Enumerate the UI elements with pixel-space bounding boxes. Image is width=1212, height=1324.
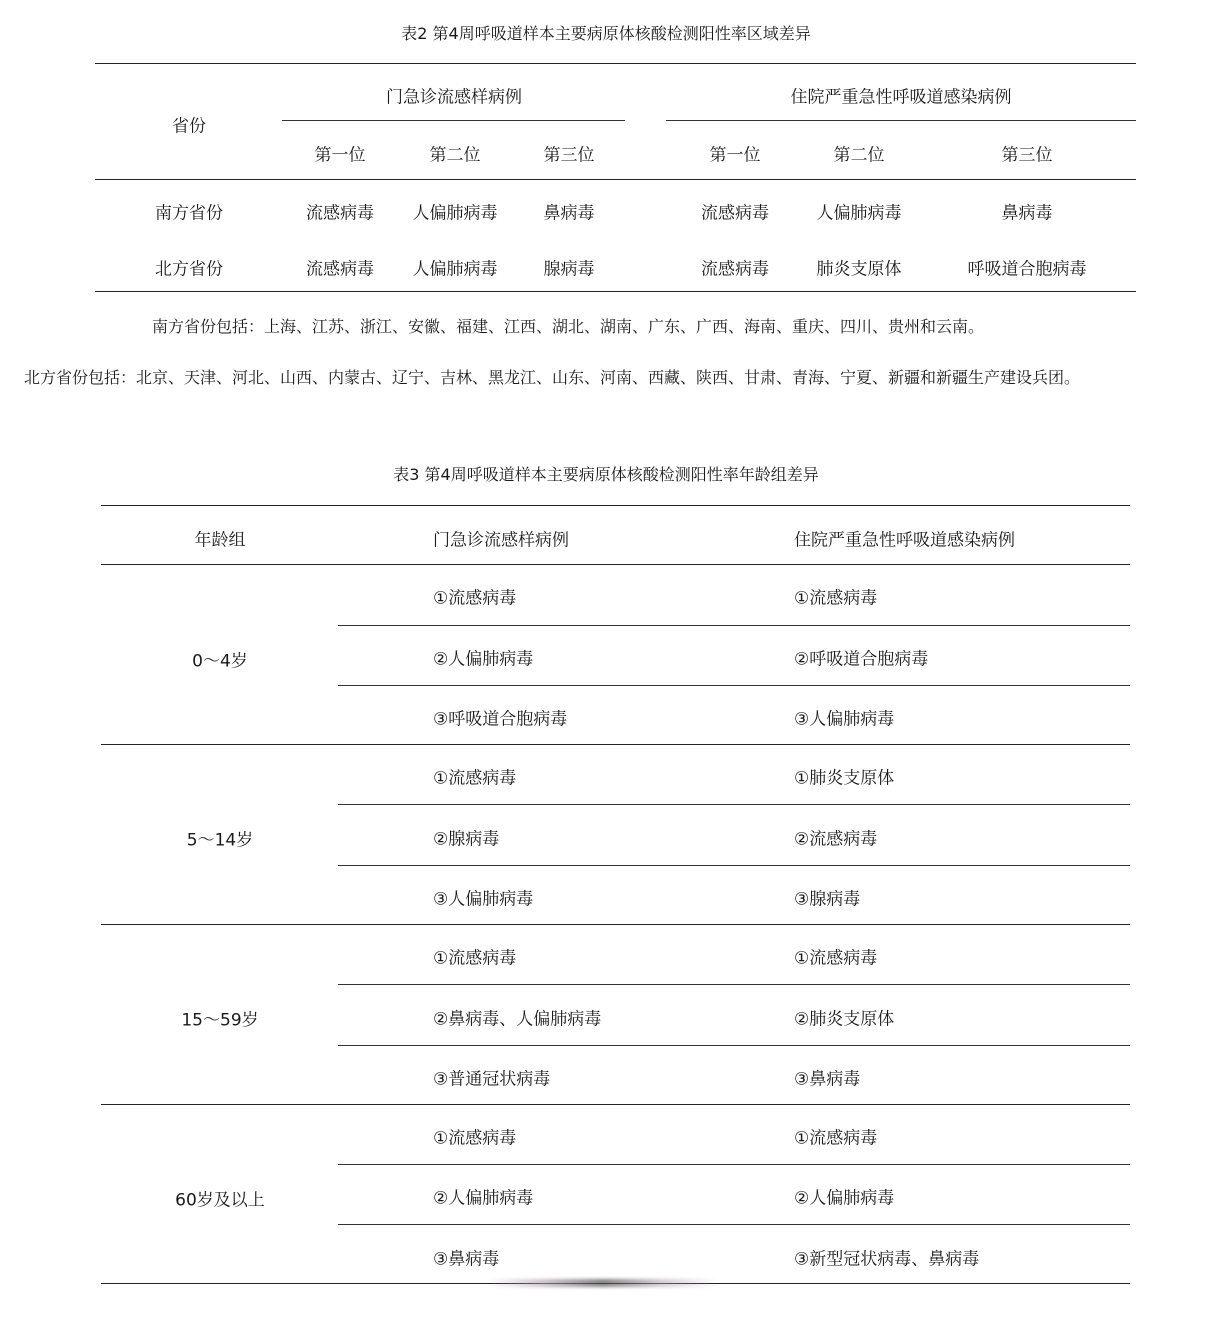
table3-inpatient-cell: ①流感病毒 [794, 948, 878, 969]
table3-outpatient-cell: ③人偏肺病毒 [433, 889, 534, 910]
table2-caption: 表2 第4周呼吸道样本主要病原体核酸检测阳性率区域差异 [401, 24, 811, 43]
table3-inpatient-cell: ②呼吸道合胞病毒 [794, 649, 929, 670]
table3-outpatient-cell: ②人偏肺病毒 [433, 1188, 534, 1209]
table2-cell: 肺炎支原体 [816, 259, 902, 280]
table3-header-inpatient: 住院严重急性呼吸道感染病例 [794, 530, 1015, 551]
table3-row-rule [338, 685, 1130, 686]
table2-cell: 流感病毒 [701, 203, 769, 224]
table2-cell: 人偏肺病毒 [816, 203, 902, 224]
table3-inpatient-cell: ②肺炎支原体 [794, 1009, 895, 1030]
table2-rank-header: 第三位 [1001, 145, 1053, 166]
table3-age-label: 15～59岁 [181, 1010, 259, 1031]
table2-cell: 人偏肺病毒 [412, 203, 498, 224]
table3-age-label: 5～14岁 [186, 830, 254, 851]
table2-inpatient-rule [666, 120, 1136, 121]
table2-top-rule [95, 63, 1136, 64]
table3-outpatient-cell: ③普通冠状病毒 [433, 1069, 551, 1090]
table2-rank-header: 第二位 [833, 145, 885, 166]
table3-header-age: 年龄组 [194, 530, 246, 551]
table3-inpatient-cell: ③新型冠状病毒、鼻病毒 [794, 1249, 980, 1270]
table2-bottom-rule [95, 291, 1136, 292]
table2-region-label: 北方省份 [155, 259, 223, 280]
table3-outpatient-cell: ①流感病毒 [433, 948, 517, 969]
table2-cell: 人偏肺病毒 [412, 259, 498, 280]
table2-cell: 腺病毒 [543, 259, 595, 280]
table3-outpatient-cell: ③鼻病毒 [433, 1249, 500, 1270]
table3-row-rule [338, 1224, 1130, 1225]
table3-group-rule [101, 1104, 1130, 1105]
table3-caption: 表3 第4周呼吸道样本主要病原体核酸检测阳性率年龄组差异 [393, 465, 819, 484]
table2-cell: 呼吸道合胞病毒 [967, 259, 1087, 280]
table3-age-label: 0～4岁 [192, 651, 248, 672]
table2-rank-header: 第一位 [314, 145, 366, 166]
table3-inpatient-cell: ②流感病毒 [794, 829, 878, 850]
table2-region-label: 南方省份 [155, 203, 223, 224]
table3-inpatient-cell: ①流感病毒 [794, 1128, 878, 1149]
table2-outpatient-rule [282, 120, 625, 121]
scan-smudge [488, 1279, 718, 1287]
table2-header-rule [95, 179, 1136, 180]
table3-outpatient-cell: ①流感病毒 [433, 768, 517, 789]
table2-note-south: 南方省份包括：上海、江苏、浙江、安徽、福建、江西、湖北、湖南、广东、广西、海南、重庆、四川、贵州和云南。 [152, 317, 985, 336]
table3-row-rule [338, 984, 1130, 985]
table2-rank-header: 第一位 [709, 145, 761, 166]
table3-top-rule [101, 505, 1130, 506]
table2-header-province: 省份 [172, 116, 206, 137]
table2-rank-header: 第二位 [429, 145, 481, 166]
table2-rank-header: 第三位 [543, 145, 595, 166]
table3-outpatient-cell: ①流感病毒 [433, 588, 517, 609]
table3-group-rule [101, 744, 1130, 745]
table3-row-rule [338, 625, 1130, 626]
table3-inpatient-cell: ③腺病毒 [794, 889, 861, 910]
table3-outpatient-cell: ①流感病毒 [433, 1128, 517, 1149]
table3-outpatient-cell: ②人偏肺病毒 [433, 649, 534, 670]
table3-row-rule [338, 1164, 1130, 1165]
table2-cell: 鼻病毒 [543, 203, 595, 224]
table3-inpatient-cell: ①流感病毒 [794, 588, 878, 609]
table3-age-label: 60岁及以上 [175, 1190, 265, 1211]
table3-header-rule [101, 564, 1130, 565]
table3-inpatient-cell: ②人偏肺病毒 [794, 1188, 895, 1209]
table2-header-inpatient: 住院严重急性呼吸道感染病例 [790, 87, 1012, 108]
table2-cell: 鼻病毒 [1001, 203, 1053, 224]
table3-outpatient-cell: ②腺病毒 [433, 829, 500, 850]
table3-header-outpatient: 门急诊流感样病例 [433, 530, 569, 551]
table2-header-outpatient: 门急诊流感样病例 [386, 87, 522, 108]
table3-inpatient-cell: ③人偏肺病毒 [794, 709, 895, 730]
table2-note-north: 北方省份包括：北京、天津、河北、山西、内蒙古、辽宁、吉林、黑龙江、山东、河南、西藏、陕西、甘肃、青海、宁夏、新疆和新疆生产建设兵团。 [24, 368, 1081, 387]
table3-inpatient-cell: ③鼻病毒 [794, 1069, 861, 1090]
table3-outpatient-cell: ③呼吸道合胞病毒 [433, 709, 568, 730]
table3-row-rule [338, 804, 1130, 805]
table2-cell: 流感病毒 [306, 203, 374, 224]
table3-outpatient-cell: ②鼻病毒、人偏肺病毒 [433, 1009, 602, 1030]
table3-group-rule [101, 924, 1130, 925]
table2-cell: 流感病毒 [306, 259, 374, 280]
table3-row-rule [338, 865, 1130, 866]
table3-inpatient-cell: ①肺炎支原体 [794, 768, 895, 789]
table3-row-rule [338, 1045, 1130, 1046]
table2-cell: 流感病毒 [701, 259, 769, 280]
